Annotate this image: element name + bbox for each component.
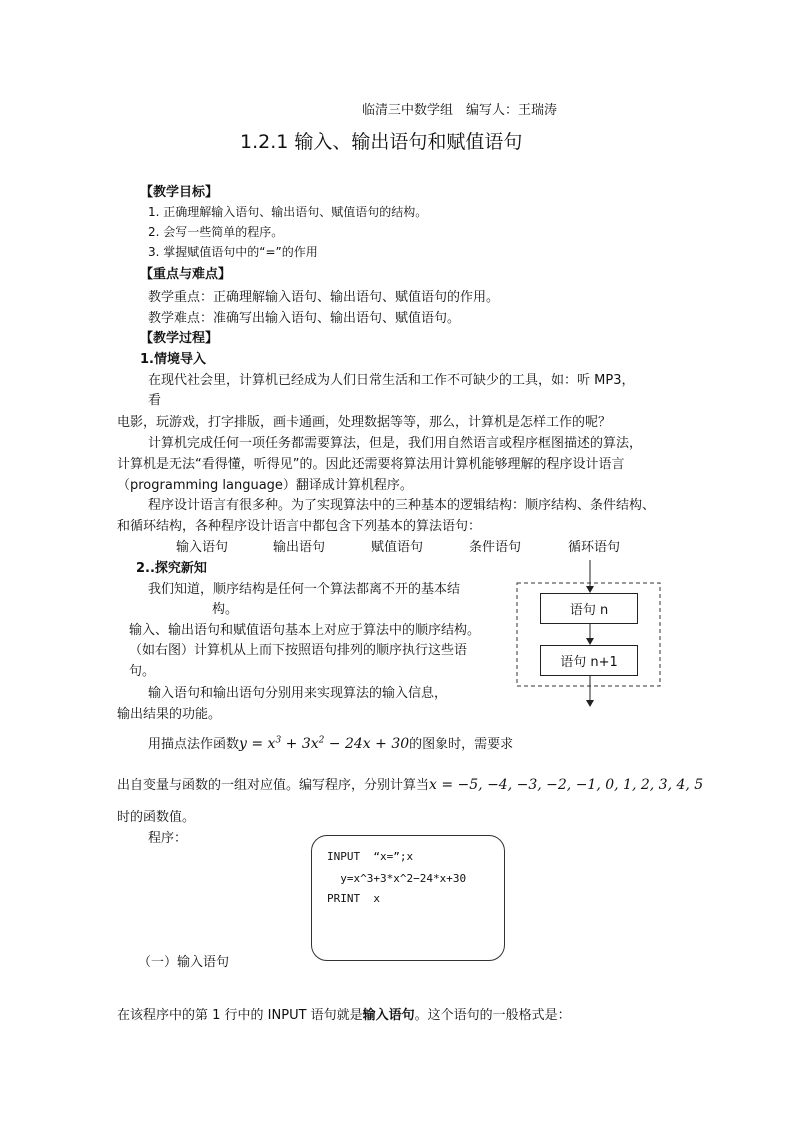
function-prefix: 用描点法作函数 xyxy=(148,737,240,752)
values-line xyxy=(117,774,703,793)
goal-item: 1. 正确理解输入语句、输出语句、赋值语句的结构。 xyxy=(148,205,428,219)
paragraph-line: 计算机完成任何一项任务都需要算法，但是，我们用自然语言或程序框图描述的算法， xyxy=(148,436,643,451)
section-title: 1.情境导入 xyxy=(140,352,206,367)
section-title: 2..探究新知 xyxy=(136,561,207,576)
statement-type: 循环语句 xyxy=(568,540,621,555)
author-line: 临清三中数学组 编写人：王瑞涛 xyxy=(362,103,558,118)
paragraph-line: 电影，玩游戏，打字排版，画卡通画，处理数据等等，那么，计算机是怎样工作的呢？ xyxy=(117,415,612,430)
statement-type: 赋值语句 xyxy=(371,540,424,555)
last-prefix: 在该程序中的第 1 行中的 INPUT 语句就是 xyxy=(117,1008,363,1023)
page-title: 1.2.1 输入、输出语句和赋值语句 xyxy=(240,131,523,153)
statement-type: 条件语句 xyxy=(469,540,522,555)
flowchart-box-statement-n-plus-1: 语句 n+1 xyxy=(540,645,638,676)
paragraph-line: 我们知道，顺序结构是任何一个算法都离不开的基本结 xyxy=(148,582,461,597)
paragraph-line: 输入、输出语句和赋值语句基本上对应于算法中的顺序结构。 xyxy=(129,623,481,638)
sub-heading: （一）输入语句 xyxy=(138,955,230,970)
x-values: x = −5, −4, −3, −2, −1, 0, 1, 2, 3, 4, 5 xyxy=(429,777,704,793)
paragraph-line: 在现代社会里，计算机已经成为人们日常生活和工作不可缺少的工具，如：听 MP3， xyxy=(148,373,635,388)
code-line-print: PRINT x xyxy=(327,892,380,905)
goal-item: 3. 掌握赋值语句中的“=”的作用 xyxy=(148,245,318,259)
paragraph-line: 输入语句和输出语句分别用来实现算法的输入信息， xyxy=(148,686,448,701)
last-line xyxy=(117,1004,571,1023)
goals-heading: 【教学目标】 xyxy=(140,185,219,200)
paragraph-line: 看 xyxy=(148,393,162,408)
paragraph-line: 构。 xyxy=(212,602,239,617)
flowchart-box-statement-n: 语句 n xyxy=(540,593,638,624)
code-line-input: INPUT “x=”;x xyxy=(327,850,414,863)
function-line xyxy=(148,733,513,752)
paragraph-line: 时的函数值。 xyxy=(117,810,196,825)
paragraph-line: （如右图）计算机从上而下按照语句排列的顺序执行这些语 xyxy=(129,643,468,658)
paragraph-line: （programming language）翻译成计算机程序。 xyxy=(117,478,413,493)
key-points-heading: 【重点与难点】 xyxy=(140,267,232,282)
program-code-box xyxy=(311,835,505,961)
paragraph-line: 句。 xyxy=(129,664,156,679)
flowchart-lines xyxy=(510,560,670,710)
paragraph-line: 程序设计语言有很多种。为了实现算法中的三种基本的逻辑结构：顺序结构、条件结构、 xyxy=(148,498,656,513)
goal-item: 2. 会写一些简单的程序。 xyxy=(148,225,284,239)
program-label: 程序： xyxy=(148,831,188,846)
last-suffix: 。这个语句的一般格式是： xyxy=(414,1008,571,1023)
paragraph-line: 计算机是无法“看得懂，听得见”的。因此还需要将算法用计算机能够理解的程序设计语言 xyxy=(117,457,625,472)
teaching-focus: 教学重点：正确理解输入语句、输出语句、赋值语句的作用。 xyxy=(148,290,500,305)
paragraph-line: 和循环结构，各种程序设计语言中都包含下列基本的算法语句： xyxy=(117,519,482,534)
input-statement-term: 输入语句 xyxy=(362,1008,415,1023)
paragraph-line: 输出结果的功能。 xyxy=(117,707,222,722)
values-prefix: 出自变量与函数的一组对应值。编写程序，分别计算当 xyxy=(117,778,430,793)
function-formula: $y = x^3 + 3x^2 - 24x + 30$ xyxy=(239,735,410,752)
code-line-assignment: y=x^3+3*x^2−24*x+30 xyxy=(327,872,467,885)
function-suffix: 的图象时，需要求 xyxy=(409,737,514,752)
statement-type: 输入语句 xyxy=(176,540,229,555)
process-heading: 【教学过程】 xyxy=(140,331,219,346)
statement-type: 输出语句 xyxy=(273,540,326,555)
teaching-difficulty: 教学难点：准确写出输入语句、输出语句、赋值语句。 xyxy=(148,311,461,326)
